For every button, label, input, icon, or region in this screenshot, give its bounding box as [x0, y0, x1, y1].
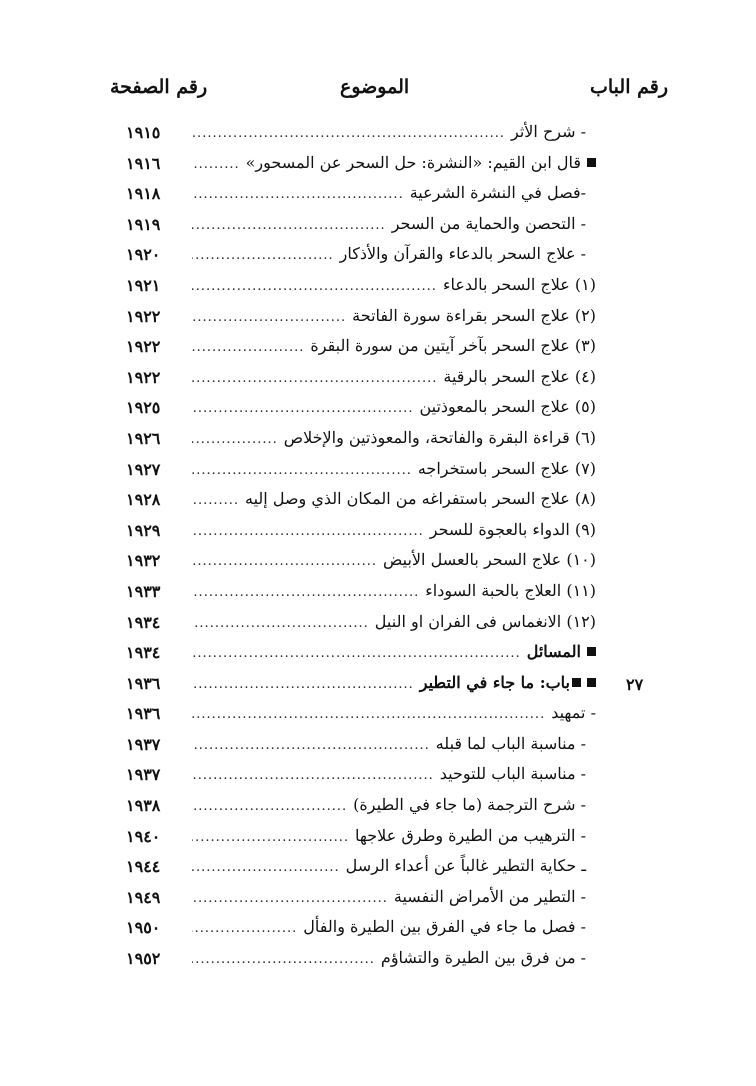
dot-leader — [192, 218, 386, 233]
entry-title: قال ابن القيم: «النشرة: حل السحر عن المسحور» — [245, 152, 581, 172]
dot-leader — [192, 187, 404, 202]
entry-page-number: ١٩٣٤ — [126, 612, 161, 632]
entry-title: - شرح الأثر — [511, 122, 586, 141]
entry-page-number: ١٩٣٣ — [126, 581, 161, 601]
index-row — [0, 579, 756, 610]
dot-leader — [192, 432, 278, 447]
dot-leader — [192, 646, 521, 661]
entry-page-number: ١٩٣٤ — [126, 643, 161, 663]
dot-leader — [192, 279, 437, 294]
entry-title: (٩) الدواء بالعجوة للسحر — [429, 519, 596, 539]
index-row — [0, 181, 756, 212]
page-number-column-header: رقم الصفحة — [110, 76, 208, 98]
index-row — [0, 548, 756, 579]
index-row — [0, 212, 756, 243]
entry-page-number: ١٩١٥ — [126, 123, 161, 142]
entry-title: - التحصن والحماية من السحر — [391, 213, 586, 233]
dot-leader — [192, 463, 412, 478]
entry-title: (١٠) علاج السحر بالعسل الأبيض — [383, 550, 596, 570]
index-row — [0, 640, 756, 671]
dot-leader — [192, 707, 545, 722]
dot-leader — [192, 952, 375, 967]
square-bullet-icon — [587, 678, 596, 687]
dot-leader — [192, 891, 388, 906]
index-row — [0, 426, 756, 457]
dot-leader — [192, 768, 434, 783]
entry-page-number: ١٩٢٩ — [126, 520, 161, 540]
entry-title: - مناسبة الباب لما قبله — [435, 733, 586, 753]
chapter-number-column-header: رقم الباب — [590, 76, 668, 98]
entry-title: - فصل ما جاء في الفرق بين الطيرة والفأل — [303, 917, 586, 937]
dot-leader — [192, 738, 430, 753]
entry-page-number: ١٩٥٠ — [126, 918, 161, 938]
index-row — [0, 793, 756, 824]
entry-title: - التطير من الأمراض النفسية — [393, 886, 586, 906]
index-row — [0, 701, 756, 732]
entry-page-number: ١٩٢٦ — [126, 428, 161, 448]
entry-page-number: ١٩١٩ — [126, 214, 161, 234]
entry-page-number: ١٩٤٩ — [126, 887, 161, 907]
entry-title: - شرح الترجمة (ما جاء في الطيرة) — [353, 795, 586, 815]
entry-page-number: ١٩٣٨ — [126, 796, 161, 816]
dot-leader — [192, 248, 334, 263]
entry-page-number: ١٩٤٠ — [126, 826, 161, 846]
entry-title: (٦) قراءة البقرة والفاتحة، والمعوذتين والإخلاص — [283, 427, 596, 447]
entry-title: (١١) العلاج بالحبة السوداء — [425, 580, 596, 600]
entry-title: ـ حكاية التطير غالباً عن أعداء الرسل — [345, 856, 586, 876]
entry-page-number: ١٩٢٢ — [126, 367, 161, 387]
dot-leader — [192, 340, 304, 355]
entry-title: (١٢) الانغماس فى الفران او النيل — [374, 611, 596, 631]
dot-leader — [192, 616, 369, 631]
index-row — [0, 242, 756, 273]
entry-page-number: ١٩٢٧ — [126, 459, 161, 479]
index-row — [0, 915, 756, 946]
entry-title: (٤) علاج السحر بالرقية — [443, 366, 596, 386]
index-row — [0, 395, 756, 426]
entry-title: (٧) علاج السحر باستخراجه — [417, 458, 596, 478]
index-row — [0, 151, 756, 182]
index-row — [0, 120, 756, 151]
entry-page-number: ١٩٢١ — [126, 275, 161, 295]
chapter-row — [0, 671, 756, 702]
entry-title: - الترهيب من الطيرة وطرق علاجها — [355, 825, 586, 845]
index-row — [0, 824, 756, 855]
dot-leader — [192, 310, 346, 325]
entry-page-number: ١٩٢٨ — [126, 490, 161, 510]
index-row — [0, 457, 756, 488]
entry-title: - مناسبة الباب للتوحيد — [439, 764, 586, 784]
dot-leader — [192, 860, 340, 875]
entry-title: - من فرق بين الطيرة والتشاؤم — [380, 948, 586, 968]
entry-page-number: ١٩٣٧ — [126, 765, 161, 785]
entry-page-number: ١٩٥٢ — [126, 949, 161, 969]
entry-title: (٢) علاج السحر بقراءة سورة الفاتحة — [352, 305, 596, 325]
index-entries — [0, 120, 756, 977]
square-bullet-icon — [587, 647, 596, 656]
index-row — [0, 732, 756, 763]
entry-page-number: ١٩٢٠ — [126, 245, 161, 265]
entry-page-number: ١٩٣٦ — [126, 704, 161, 724]
index-row — [0, 334, 756, 365]
index-row — [0, 365, 756, 396]
entry-title: - تمهيد — [551, 703, 596, 723]
dot-leader — [192, 677, 414, 692]
entry-page-number: ١٩٢٢ — [126, 337, 161, 357]
entry-title: (٣) علاج السحر بآخر آيتين من سورة البقرة — [310, 336, 596, 356]
index-row — [0, 762, 756, 793]
entry-page-number: ١٩٣٢ — [126, 551, 161, 571]
square-bullet-icon — [572, 678, 581, 687]
entry-title: -فصل في النشرة الشرعية — [409, 183, 586, 203]
dot-leader — [192, 401, 413, 416]
entry-title: - علاج السحر بالدعاء والقرآن والأذكار — [339, 244, 586, 264]
entry-title: (٨) علاج السحر باستفراغه من المكان الذي وصل إليه — [245, 489, 596, 509]
entry-title: المسائل — [526, 642, 581, 662]
entry-page-number: ١٩١٦ — [126, 153, 161, 173]
dot-leader — [192, 371, 437, 386]
index-row — [0, 854, 756, 885]
topic-column-header: الموضوع — [340, 76, 410, 98]
dot-leader — [192, 493, 239, 508]
dot-leader — [192, 524, 424, 539]
entry-title: (١) علاج السحر بالدعاء — [442, 274, 596, 294]
entry-page-number: ١٩٣٦ — [126, 673, 161, 693]
entry-title: (٥) علاج السحر بالمعوذتين — [419, 397, 596, 417]
dot-leader — [192, 799, 347, 814]
index-row — [0, 273, 756, 304]
entry-page-number: ١٩١٨ — [126, 184, 161, 204]
index-row — [0, 304, 756, 335]
entry-page-number: ١٩٤٤ — [126, 857, 161, 877]
index-row — [0, 610, 756, 641]
entry-page-number: ١٩٣٧ — [126, 734, 161, 754]
chapter-number: ٢٧ — [626, 674, 644, 694]
dot-leader — [192, 126, 505, 141]
dot-leader — [192, 921, 297, 936]
index-row — [0, 487, 756, 518]
dot-leader — [192, 830, 349, 845]
entry-page-number: ١٩٢٥ — [126, 398, 161, 418]
dot-leader — [192, 585, 419, 600]
entry-title: باب: ما جاء في التطير — [419, 672, 570, 692]
index-row — [0, 885, 756, 916]
square-bullet-icon — [587, 158, 596, 167]
dot-leader — [192, 157, 240, 172]
entry-page-number: ١٩٢٢ — [126, 306, 161, 326]
index-row — [0, 946, 756, 977]
dot-leader — [192, 554, 377, 569]
index-row — [0, 518, 756, 549]
